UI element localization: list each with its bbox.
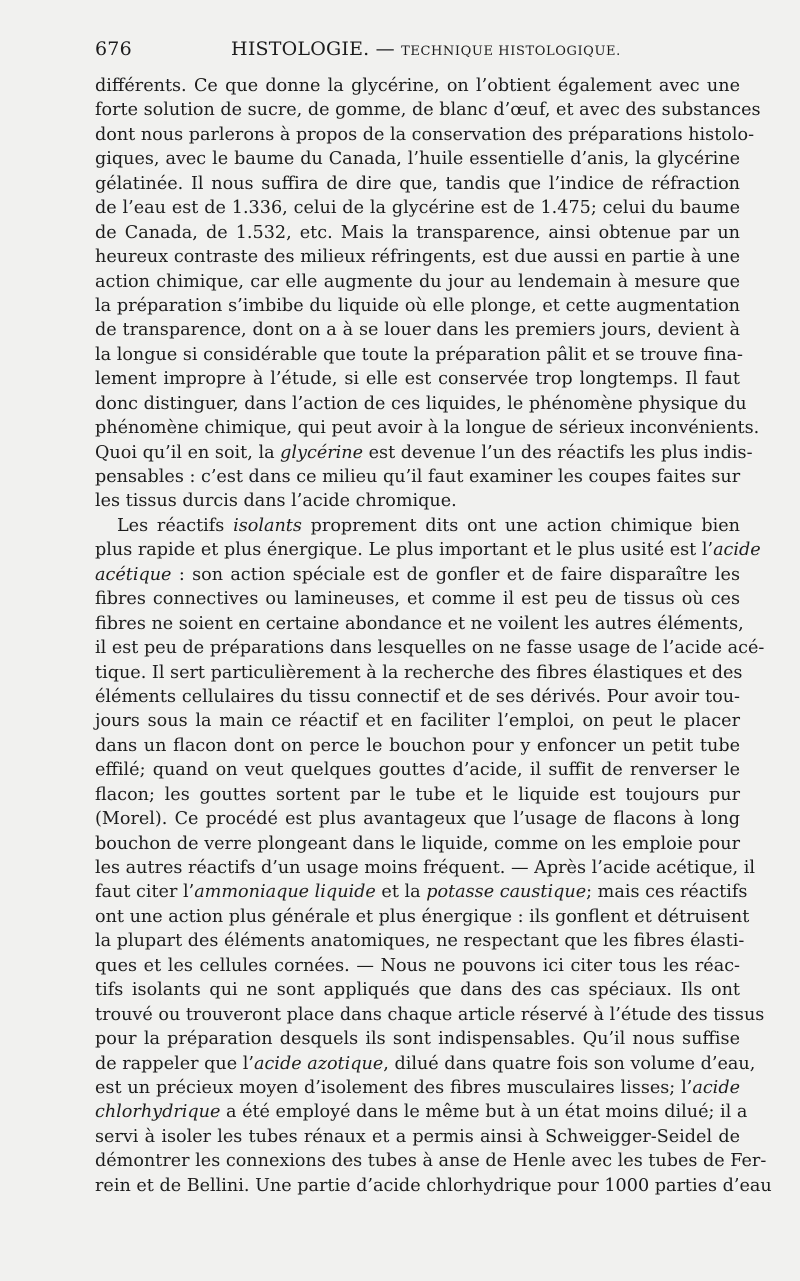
text-line: chlorhydrique a été employé dans le même but à un état moins dilué; il a <box>95 1102 748 1123</box>
text-line: Quoi qu’il en soit, la glycérine est devenue l’un des réactifs les plus indis- <box>95 442 753 463</box>
text-line: fibres ne soient en certaine abondance et ne voilent les autres éléments, <box>95 613 744 634</box>
running-title-main: HISTOLOGIE. <box>231 38 370 60</box>
text-line: les autres réactifs d’un usage moins fréquent. — Après l’acide acétique, il <box>95 858 755 878</box>
text-line: dont nous parlerons à propos de la conservation des préparations histolo- <box>95 124 755 145</box>
running-title-dash: — <box>375 38 395 60</box>
text-line: rein et de Bellini. Une partie d’acide chlorhydrique pour 1000 parties d’eau <box>95 1175 772 1196</box>
text-line: plus rapide et plus énergique. Le plus important et le plus usité est l’acide <box>95 540 761 561</box>
text-line: il est peu de préparations dans lesquelles on ne fasse usage de l’acide acé- <box>95 638 765 659</box>
text-line: phénomène chimique, qui peut avoir à la longue de sérieux inconvénients. <box>95 418 760 439</box>
text-line: pensables : c’est dans ce milieu qu’il faut examiner les coupes faites sur <box>95 467 741 487</box>
text-line: de transparence, dont on a à se louer dans les premiers jours, devient à <box>95 320 740 341</box>
text-line: les tissus durcis dans l’acide chromique. <box>95 491 457 512</box>
text-line: de rappeler que l’acide azotique, dilué dans quatre fois son volume d’eau, <box>95 1053 756 1074</box>
text-line: est un précieux moyen d’isolement des fibres musculaires lisses; l’acide <box>95 1077 740 1098</box>
text-line: heureux contraste des milieux réfringents, est due aussi en partie à une <box>95 247 740 268</box>
text-line: flacon; les gouttes sortent par le tube et le liquide est toujours pur <box>95 784 740 805</box>
text-line: servi à isoler les tubes rénaux et a permis ainsi à Schweigger-Seidel de <box>95 1126 740 1147</box>
text-line: fibres connectives ou lamineuses, et comme il est peu de tissus où ces <box>95 589 740 610</box>
text-line: éléments cellulaires du tissu connectif et de ses dérivés. Pour avoir tou- <box>95 686 740 707</box>
page-number: 676 <box>95 38 132 60</box>
text-line: forte solution de sucre, de gomme, de blanc d’œuf, et avec des substances <box>95 100 761 121</box>
running-header <box>95 38 740 68</box>
text-line: gélatinée. Il nous suffira de dire que, tandis que l’indice de réfraction <box>95 173 740 194</box>
running-title <box>132 38 740 60</box>
text-line: effilé; quand on veut quelques gouttes d’acide, il suffit de renverser le <box>95 760 740 781</box>
text-line: donc distinguer, dans l’action de ces liquides, le phénomène physique du <box>95 393 747 414</box>
text-line: tifs isolants qui ne sont appliqués que dans des cas spéciaux. Ils ont <box>95 980 740 1001</box>
text-line: bouchon de verre plongeant dans le liquide, comme on les emploie pour <box>95 833 740 854</box>
text-line: la longue si considérable que toute la préparation pâlit et se trouve fina- <box>95 344 743 365</box>
body-text <box>95 74 772 1198</box>
text-line: différents. Ce que donne la glycérine, on l’obtient également avec une <box>95 76 740 96</box>
text-line: pour la préparation desquels ils sont indispensables. Qu’il nous suffise <box>95 1029 740 1050</box>
text-line: dans un flacon dont on perce le bouchon pour y enfoncer un petit tube <box>95 735 740 756</box>
text-line: giques, avec le baume du Canada, l’huile essentielle d’anis, la glycérine <box>95 149 740 170</box>
text-line: trouvé ou trouveront place dans chaque article réservé à l’étude des tissus <box>95 1004 765 1025</box>
text-line: jours sous la main ce réactif et en faciliter l’emploi, on peut le placer <box>95 711 740 732</box>
text-line: démontrer les connexions des tubes à anse de Henle avec les tubes de Fer- <box>95 1151 767 1172</box>
text-line: acétique : son action spéciale est de gonfler et de faire disparaître les <box>95 564 740 585</box>
text-line: la plupart des éléments anatomiques, ne respectant que les fibres élasti- <box>95 931 745 952</box>
text-line: de l’eau est de 1.336, celui de la glycérine est de 1.475; celui du baume <box>95 198 740 219</box>
text-line: Les réactifs isolants proprement dits ont une action chimique bien <box>117 515 740 536</box>
text-line: (Morel). Ce procédé est plus avantageux que l’usage de flacons à long <box>95 809 740 830</box>
text-line: tique. Il sert particulièrement à la recherche des fibres élastiques et des <box>95 662 743 683</box>
text-line: ques et les cellules cornées. — Nous ne pouvons ici citer tous les réac- <box>95 955 740 976</box>
text-line: ont une action plus générale et plus énergique : ils gonflent et détruisent <box>95 906 750 927</box>
text-line: de Canada, de 1.532, etc. Mais la transparence, ainsi obtenue par un <box>95 222 740 243</box>
text-line: lement impropre à l’étude, si elle est conservée trop longtemps. Il faut <box>95 369 740 390</box>
text-line: action chimique, car elle augmente du jour au lendemain à mesure que <box>95 271 740 292</box>
text-line: la préparation s’imbibe du liquide où elle plonge, et cette augmentation <box>95 295 740 316</box>
text-line: faut citer l’ammoniaque liquide et la potasse caustique; mais ces réactifs <box>95 882 748 903</box>
running-title-sub: TECHNIQUE HISTOLOGIQUE. <box>401 44 621 59</box>
